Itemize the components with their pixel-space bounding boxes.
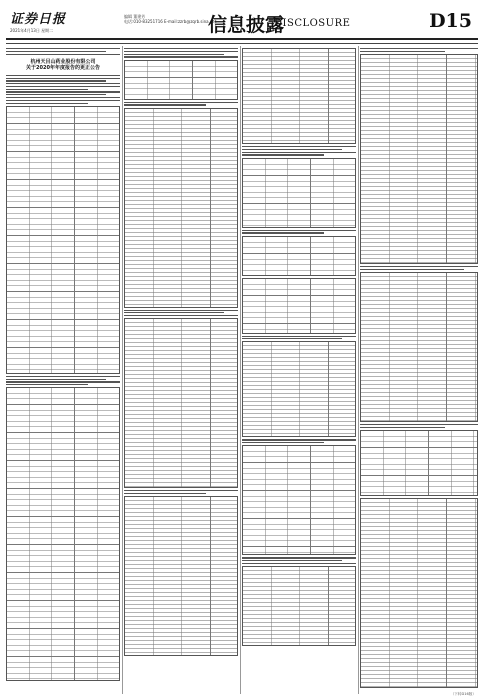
data-table (6, 106, 120, 374)
data-table (242, 236, 356, 276)
data-table (360, 498, 478, 688)
body-text (6, 376, 120, 386)
contact-line: 电话:010-83251716 E-mail:zzrb@zqrb.sina.net (124, 19, 217, 24)
editor-info (124, 14, 216, 24)
column-divider (122, 46, 123, 694)
data-table (242, 341, 356, 437)
announcement-title: 关于2020年年度报告的更正公告 (26, 64, 100, 71)
data-table (124, 60, 238, 100)
body-text (242, 336, 356, 340)
data-table (360, 272, 478, 422)
column-4 (360, 46, 478, 694)
data-table (242, 445, 356, 555)
data-table (360, 430, 478, 496)
continued-note: （下转D16版） (450, 692, 476, 696)
editor-line: 编辑 董建芳 (124, 14, 146, 19)
column-1 (6, 46, 120, 694)
data-table (242, 566, 356, 646)
body-text (6, 75, 120, 104)
data-table (242, 158, 356, 228)
body-text (242, 230, 356, 234)
body-text (360, 48, 478, 52)
data-table (124, 496, 238, 656)
intro-text (6, 48, 120, 55)
column-divider (240, 46, 241, 694)
masthead (6, 6, 478, 40)
data-table (242, 278, 356, 334)
newspaper-logo: 证券日报 (10, 12, 67, 27)
body-text (242, 439, 356, 443)
data-table (242, 48, 356, 144)
column-2 (124, 46, 238, 694)
column-divider (358, 46, 359, 694)
company-name: 杭州天目山药业股份有限公司 (30, 58, 96, 65)
announcement-heading (6, 57, 120, 73)
section-title: 信息披露 (208, 14, 285, 36)
body-text (124, 310, 238, 317)
section-title-english: DISCLOSURE (274, 18, 351, 29)
issue-date: 2021年4月13日 星期二 (10, 28, 54, 33)
body-text (124, 48, 238, 58)
data-table (124, 318, 238, 488)
body-text (360, 266, 478, 270)
data-table (360, 54, 478, 264)
page-number: D15 (429, 10, 472, 32)
masthead-rule (6, 43, 478, 44)
body-text (124, 102, 238, 106)
body-text (124, 490, 238, 494)
data-table (6, 387, 120, 681)
body-text (242, 557, 356, 564)
data-table (124, 108, 238, 308)
body-text (242, 146, 356, 156)
body-text (360, 424, 478, 428)
column-3 (242, 46, 356, 694)
